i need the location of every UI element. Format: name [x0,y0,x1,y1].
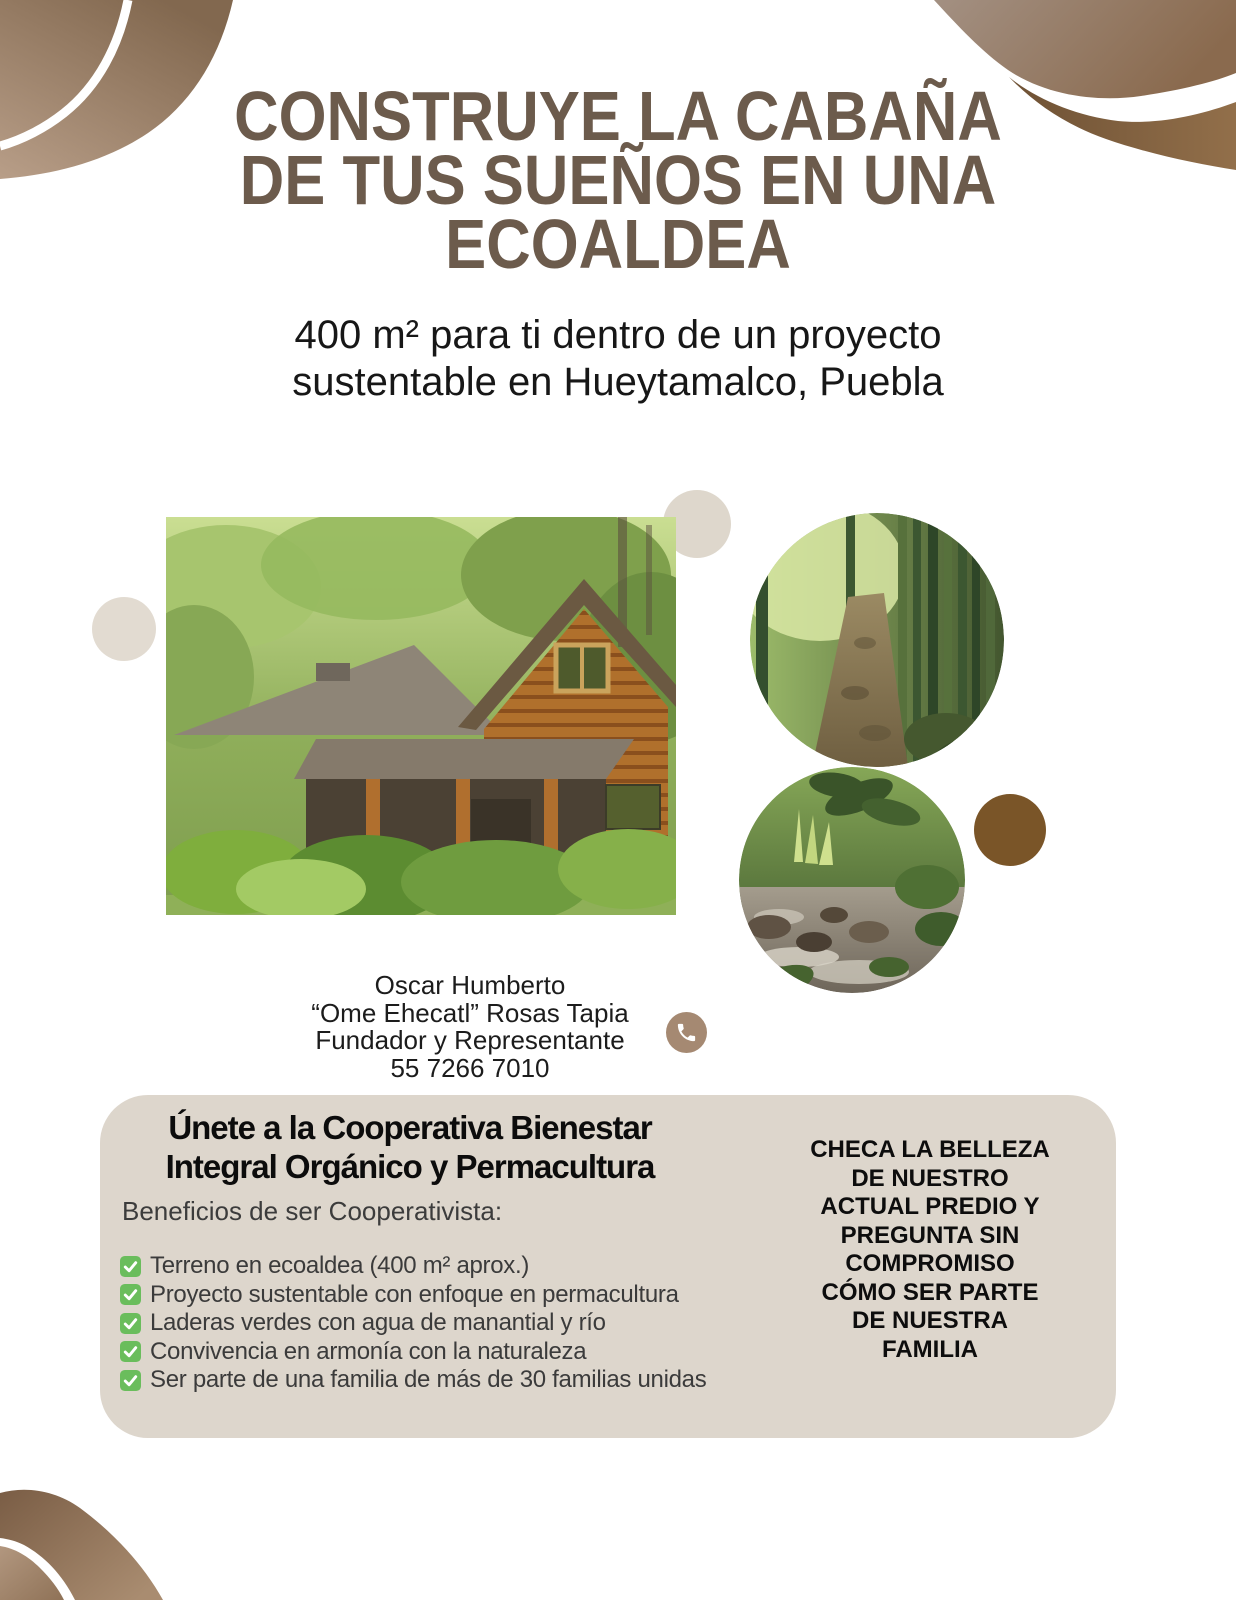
cta-text-line: DE NUESTRA [851,1307,1008,1334]
bamboo-path-photo [750,513,1004,767]
contact-role: Fundador y Representante [315,1025,625,1055]
cta-text-line: FAMILIA [882,1335,978,1363]
benefit-item [120,1281,706,1310]
page-subtitle [0,312,1236,406]
benefit-item [120,1309,706,1338]
bamboo-photo-art [750,513,1004,767]
page-title [0,77,1236,283]
page-title-line: ECOALDEA [445,205,791,283]
cabin-photo [166,517,676,915]
benefit-text: Terreno en ecoaldea (400 m² aprox.) [150,1252,530,1280]
page-title-line: CONSTRUYE LA CABAÑA [234,77,1002,155]
cta-text-line: PREGUNTA SIN [840,1221,1020,1249]
contact-block [250,972,690,1082]
phone-glyph [675,1021,698,1044]
check-icon [120,1370,141,1391]
page-subtitle-line: 400 m² para ti dentro de un proyecto [294,313,942,357]
cta-text-line: CHECA LA BELLEZA [810,1136,1050,1163]
phone-icon [666,1012,707,1053]
contact-phone: 55 7266 7010 [390,1052,550,1083]
benefits-list [120,1252,706,1395]
benefits-label: Beneficios de ser Cooperativista: [122,1196,503,1226]
benefit-item [120,1338,706,1367]
accent-circle-left-beige [92,597,156,661]
benefit-text: Ser parte de una familia de más de 30 familias unidas [150,1366,707,1394]
corner-swoosh-bottom-left [0,1482,240,1600]
accent-circle-dark-brown [974,794,1046,866]
cta-text-line: ACTUAL PREDIO Y [820,1193,1040,1220]
check-icon [120,1313,141,1334]
cta-text [790,1136,1070,1364]
check-icon [120,1256,141,1277]
cooperative-heading-line: Integral Orgánico y Permacultura [165,1148,655,1185]
cta-text-line: COMPROMISO [845,1250,1015,1277]
page-subtitle-line: sustentable en Hueytamalco, Puebla [292,360,944,404]
cta-text-line: CÓMO SER PARTE [821,1278,1039,1306]
check-icon [120,1284,141,1305]
cta-text-line: DE NUESTRO [851,1164,1009,1192]
benefit-item [120,1366,706,1395]
contact-name: Oscar Humberto [374,970,566,1000]
benefit-item [120,1252,706,1281]
benefit-text: Convivencia en armonía con la naturaleza [150,1337,587,1365]
check-icon [120,1341,141,1362]
stream-photo-art [739,767,965,993]
stream-photo [739,767,965,993]
page-title-line: DE TUS SUEÑOS EN UNA [239,141,997,219]
benefit-text: Proyecto sustentable con enfoque en permacultura [150,1280,679,1308]
cooperative-heading [110,1108,710,1186]
cooperative-heading-line: Únete a la Cooperativa Bienestar [168,1109,652,1146]
cabin-photo-art [166,517,676,915]
contact-alias: “Ome Ehecatl” Rosas Tapia [311,997,629,1028]
benefit-text: Laderas verdes con agua de manantial y río [150,1309,606,1337]
